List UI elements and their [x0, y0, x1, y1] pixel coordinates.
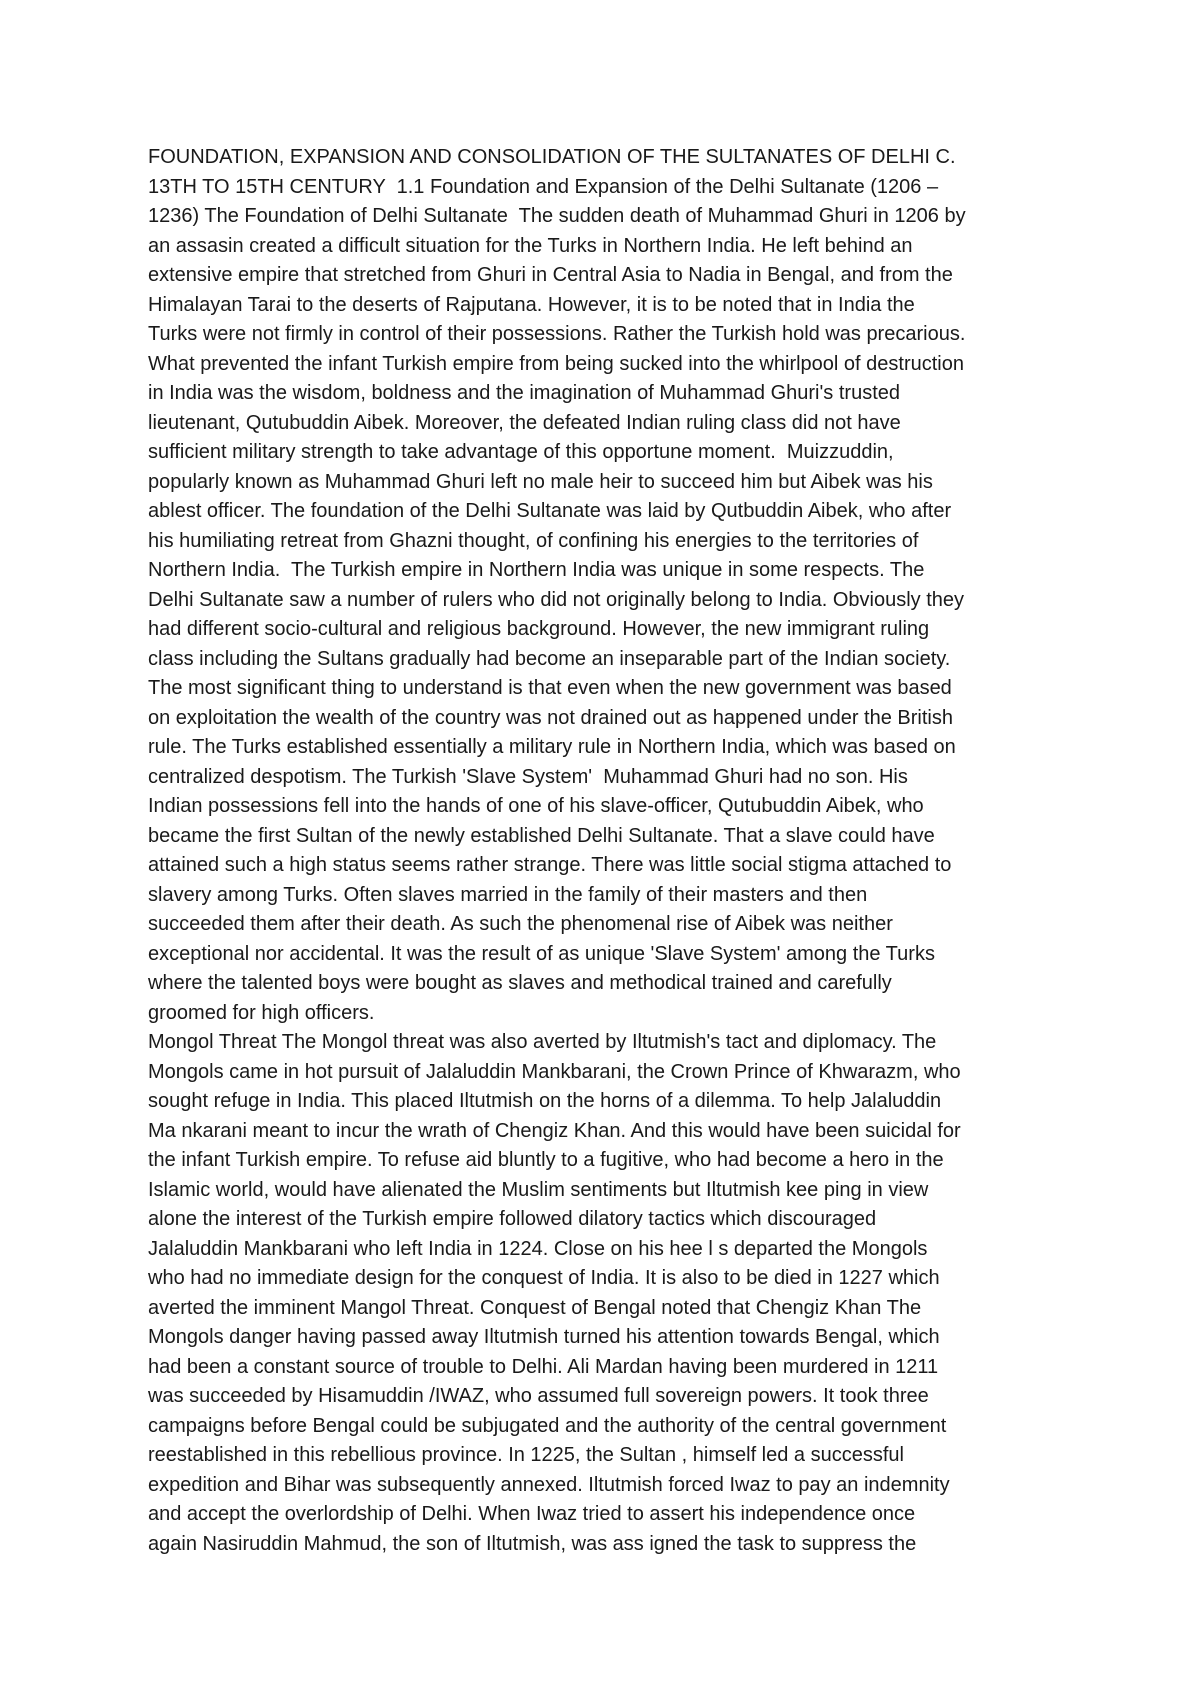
text-line: the infant Turkish empire. To refuse aid bluntly to a fugitive, who had become a hero in the: [148, 1149, 944, 1171]
text-line: centralized despotism. The Turkish 'Slave System' Muhammad Ghuri had no son. His: [148, 765, 908, 788]
text-line: where the talented boys were bought as slaves and methodical trained and carefully: [148, 972, 892, 994]
text-line: Delhi Sultanate saw a number of rulers who did not originally belong to India. Obviously they: [148, 588, 965, 611]
text-line: Mongols danger having passed away Iltutmish turned his attention towards Bengal, which: [148, 1326, 940, 1348]
text-line: Jalaluddin Mankbarani who left India in 1224. Close on his hee l s departed the Mongols: [148, 1237, 928, 1260]
text-line: The most significant thing to understand is that even when the new government was based: [148, 677, 952, 699]
text-line: on exploitation the wealth of the country was not drained out as happened under the British: [148, 706, 953, 729]
text-line: Northern India. The Turkish empire in Northern India was unique in some respects. The: [148, 559, 925, 581]
text-line: Islamic world, would have alienated the Muslim sentiments but Iltutmish kee ping in view: [148, 1178, 929, 1201]
text-line: an assasin created a difficult situation for the Turks in Northern India. He left behind an: [148, 234, 913, 257]
text-line: again Nasiruddin Mahmud, the son of Iltutmish, was ass igned the task to suppress the: [148, 1532, 917, 1555]
text-line: popularly known as Muhammad Ghuri left no male heir to succeed him but Aibek was his: [148, 470, 933, 493]
text-line: had been a constant source of trouble to Delhi. Ali Mardan having been murdered in 1211: [148, 1355, 939, 1378]
text-line: campaigns before Bengal could be subjugated and the authority of the central government: [148, 1414, 947, 1437]
text-line: in India was the wisdom, boldness and the imagination of Muhammad Ghuri's trusted: [148, 382, 900, 404]
text-line: was succeeded by Hisamuddin /IWAZ, who assumed full sovereign powers. It took three: [148, 1385, 929, 1407]
text-line: class including the Sultans gradually had become an inseparable part of the Indian society.: [148, 647, 951, 670]
text-line: slavery among Turks. Often slaves married in the family of their masters and then: [148, 883, 868, 906]
text-line: Indian possessions fell into the hands of one of his slave-officer, Qutubuddin Aibek, who: [148, 795, 924, 817]
text-line: lieutenant, Qutubuddin Aibek. Moreover, the defeated Indian ruling class did not have: [148, 411, 901, 434]
text-line: groomed for high officers.: [148, 1001, 375, 1024]
text-line: attained such a high status seems rather strange. There was little social stigma attached to: [148, 854, 952, 876]
text-line: 13TH TO 15TH CENTURY 1.1 Foundation and Expansion of the Delhi Sultanate (1206 –: [148, 175, 939, 198]
text-line: Himalayan Tarai to the deserts of Rajputana. However, it is to be noted that in India the: [148, 293, 915, 316]
document-body-text: [148, 143, 1108, 1559]
text-line: exceptional nor accidental. It was the result of as unique 'Slave System' among the Turks: [148, 942, 935, 965]
text-line: averted the imminent Mangol Threat. Conquest of Bengal noted that Chengiz Khan The: [148, 1296, 922, 1319]
text-line: expedition and Bihar was subsequently annexed. Iltutmish forced Iwaz to pay an indemnity: [148, 1473, 950, 1496]
text-line: reestablished in this rebellious province. In 1225, the Sultan , himself led a successful: [148, 1444, 904, 1466]
text-line: his humiliating retreat from Ghazni thought, of confining his energies to the territories of: [148, 529, 919, 552]
text-line: 1236) The Foundation of Delhi Sultanate The sudden death of Muhammad Ghuri in 1206 by: [148, 205, 966, 227]
text-line: ablest officer. The foundation of the Delhi Sultanate was laid by Qutbuddin Aibek, who after: [148, 500, 952, 522]
text-line: became the first Sultan of the newly established Delhi Sultanate. That a slave could have: [148, 824, 935, 847]
text-line: and accept the overlordship of Delhi. When Iwaz tried to assert his independence once: [148, 1503, 916, 1525]
text-line: Turks were not firmly in control of their possessions. Rather the Turkish hold was precarious.: [148, 323, 966, 345]
text-line: had different socio-cultural and religious background. However, the new immigrant ruling: [148, 618, 930, 640]
text-line: sought refuge in India. This placed Iltutmish on the horns of a dilemma. To help Jalaluddin: [148, 1090, 942, 1112]
text-line: sufficient military strength to take advantage of this opportune moment. Muizzuddin,: [148, 441, 894, 463]
text-line: Ma nkarani meant to incur the wrath of Chengiz Khan. And this would have been suicidal for: [148, 1119, 961, 1142]
text-line: extensive empire that stretched from Ghuri in Central Asia to Nadia in Bengal, and from the: [148, 264, 953, 286]
text-line: rule. The Turks established essentially a military rule in Northern India, which was based on: [148, 736, 956, 758]
text-line: alone the interest of the Turkish empire followed dilatory tactics which discouraged: [148, 1208, 877, 1230]
text-line: Mongol Threat The Mongol threat was also averted by Iltutmish's tact and diplomacy. The: [148, 1031, 937, 1053]
text-line: What prevented the infant Turkish empire from being sucked into the whirlpool of destruction: [148, 352, 964, 375]
text-line: FOUNDATION, EXPANSION AND CONSOLIDATION OF THE SULTANATES OF DELHI C.: [148, 146, 956, 168]
text-line: succeeded them after their death. As such the phenomenal rise of Aibek was neither: [148, 913, 893, 935]
text-line: who had no immediate design for the conquest of India. It is also to be died in 1227 which: [148, 1267, 940, 1289]
text-line: Mongols came in hot pursuit of Jalaluddin Mankbarani, the Crown Prince of Khwarazm, who: [148, 1060, 961, 1083]
